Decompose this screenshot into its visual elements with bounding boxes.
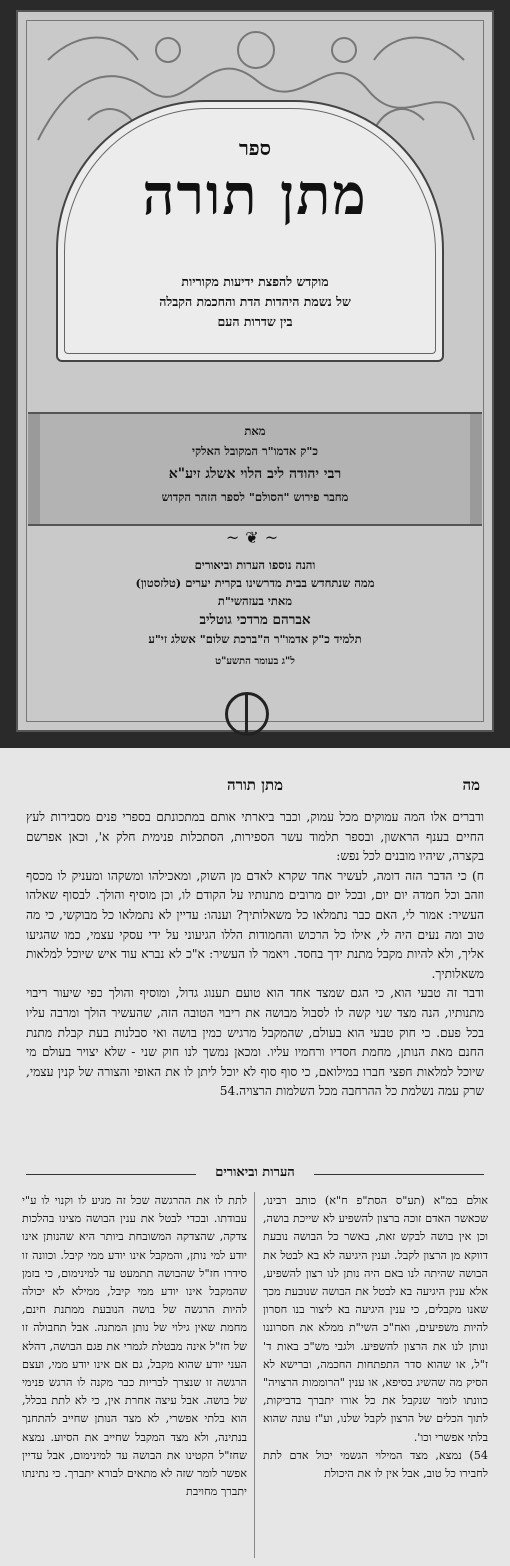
author-name: רבי יהודה ליב הלוי אשלג זיע"א [168, 466, 342, 482]
book-page [0, 748, 510, 1566]
author-line-1: כ"ק אדמו"ר המקובל האלקי [191, 444, 319, 458]
book-title: מתן תורה [142, 162, 368, 228]
paragraph: ודבר זה טבעי הוא, כי הגם שמצד אחד הוא טועם תענוג גדול, ומוסיף והולך כפי שיעור ריבוי מתנותיו, הנה מצד שני קשה לו לסבול מבושה את ריבוי הטובה הזה, שהעשיר הולך ומרבה עליו בכל פעם. כי חוק טבעי הוא בעולם, שהמקבל מרגיש כמין בושה ואי סבלנות בעת קבלת מתנת החנם מאת הנותן, מחמת חסדיו ורחמיו עליו. ומכאן נמשך לנו חוק שני - שלא יצויר בעולם מי שיוכל למלאות חפצי חברו במילואם, כי סוף סוף לא יוכל ליתן לו את האופי והצורה של קנין עצמי, שרק עמה נשלמת כל ההרחבה מכל השלמות הרצויה.54 [26, 986, 484, 1099]
running-title: מתן תורה [226, 776, 284, 794]
subtitle-line-2: של נשמת היהדות הדת והחכמת הקבלה [159, 294, 351, 309]
notes-heading: הערות וביאורים [26, 1164, 484, 1184]
author-line-3: מחבר פירוש "הסולם" לספר הזהר הקדוש [161, 490, 349, 504]
note-54: 54) נמצא, מצד המילוי הגשמי יכול אדם לתת לחבירו כל טוב, אבל אין לו את היכולת [263, 1448, 488, 1481]
publisher-logo-icon [225, 692, 269, 736]
page-number: מה [462, 776, 480, 794]
sefer-label: ספר [238, 136, 272, 160]
book-cover-photo [0, 0, 510, 748]
editor-name: אברהם מרדכי גוטליב [199, 612, 311, 628]
notes-column-right [263, 1192, 488, 1483]
publication-date: ל"ג בעומר התשע"ט [215, 656, 295, 667]
from-label: מאת [244, 424, 266, 438]
note-text: אולם במ"א (תע"ס הסת"פ ח"א) כותב רבינו, שכאשר האדם זוכה ברצון להשפיע לא שייכת בושה, וכן אין בושה לבקש זאת, באשר כל הבושה נובעת דווקא מן הרצון לקבל. וענין היגיעה לא בא לבטל את הבושה שהיתה לנו באם היה נותן לנו רצון להשפיע, אלא ענין היגיעה בא לבטל את הבושה שנובעת מכך שאנו מקבלים, כי ענין היגיעה בא ליצור בנו חסרון להיות משפיעים, ואח"כ השי"ת ממלא את חסרוננו ונותן לנו את הרצון להשפיע. ולגבי מש"כ באות ד' ז"ל, או שהוא סדר התפתחות החכמה, וברישא לא הסיק מה שהשיג בסיפא, או ענין "הרוממות הרצויה" כוונתו לומר שנקבל את כל אורו יתברך בדביקות, לתוך הכלים של הרצון לקבל שלנו, וע"ז עונה שהוא בלתי אפשרי וכו'. [263, 1194, 488, 1444]
notes-column-left: לתת לו את ההרגשה שכל זה מגיע לו וקנוי לו ע"י עבודתו. ובכדי לבטל את ענין הבושה מצינו בהלכות צדקה, שהצדקה המשובחת ביותר היא שהנותן אינו יודע למי נותן, והמקבל אינו יודע ממי קיבל. וכוונה זו סידרו חז"ל שהבושה תתמעט עד למינימום, כי בזמן שהמקבל אינו יודע ממי קיבל, ממילא לא יכולה להיות הרגשה של בושה הנובעת ממתנת חינם, מחמת שאין גילוי של נותן המתנה. אבל תחבולה זו של חז"ל אינה מבטלת לגמרי את פגם הבושה, דהלא העני יודע שהוא מקבל, גם אם אינו יודע ממי, ועצם הרגשה זו שנצרך לבריות כבר מקנה לו הרגש פנימי של בושה. אבל עיצה אחרת אין, כי לא לתת בכלל, הוא בלתי אפשרי, לא מצד הנותן שחייב להתחנך בנתינה, ולא מצד המקבל שחייב את הסיוע. נמצא שחז"ל הקטינו את הבושה עד למינימום, אבל עדיין אפשר לומר שזה לא מתאים לבורא יתברך. כי נתינתו יתברך מחויבת [22, 1194, 247, 1499]
page-header [30, 776, 480, 800]
title-page [16, 10, 494, 732]
paragraph: ח) כי הדבר הזה דומה, לעשיר אחד שקרא לאדם מן השוק, ומאכילהו ומשקהו ומעניק לו מכסף וזהב וכל חמדה יום יום, ובכל יום מרובים מתנותיו על הקודם לו, וכן מוסיף והולך. לבסוף שאלהו העשיר: אמור לי, האם כבר נתמלאו כל משאלותיך? וענהו: עדיין לא נתמלאו כל מבוקשי, כי מה טוב ומה נעים היה לי, אילו כל הרכוש והחמודות הללו הגיעוני על ידי עסקי עצמי, כמו שהגיעו אליך, ולא להיות מקבל מתנת ידך בחסד. ויאמר לו העשיר: א"כ לא נברא עוד איש שיוכל למלאות משאלותיך. [26, 868, 484, 981]
additions-line-3: מאתי בעזהשי"ת [217, 594, 293, 608]
subtitle-line-1: מוקדש להפצת ידיעות מקוריות [181, 274, 329, 289]
divider-swirl-icon: ~❦~ [225, 528, 285, 547]
subtitle-line-3: בין שדרות העם [217, 314, 293, 329]
editor-line: תלמיד כ"ק אדמו"ר ה"ברכת שלום" אשלג זי"ע [148, 632, 362, 646]
column-divider [254, 1192, 255, 1558]
author-band [28, 412, 482, 526]
paragraph: ודברים אלו המה עמוקים מכל עמוק, וכבר ביארתי אותם במתכונתם בספרי פנים מסבירות לעץ החיים בענף הראשון, ובספר תלמוד עשר הספירות, הסתכלות פנימית חלק א', וכאן אפרשם בקצרה, שיהיו מובנים לכל נפש: [26, 810, 484, 864]
additions-line-2: ממה שנתחדש בבית מדרשינו בקרית יערים (טלזסטון) [135, 576, 375, 590]
additions-line-1: והנה נוספו הערות וביאורים [194, 558, 316, 572]
main-text [26, 808, 484, 1102]
